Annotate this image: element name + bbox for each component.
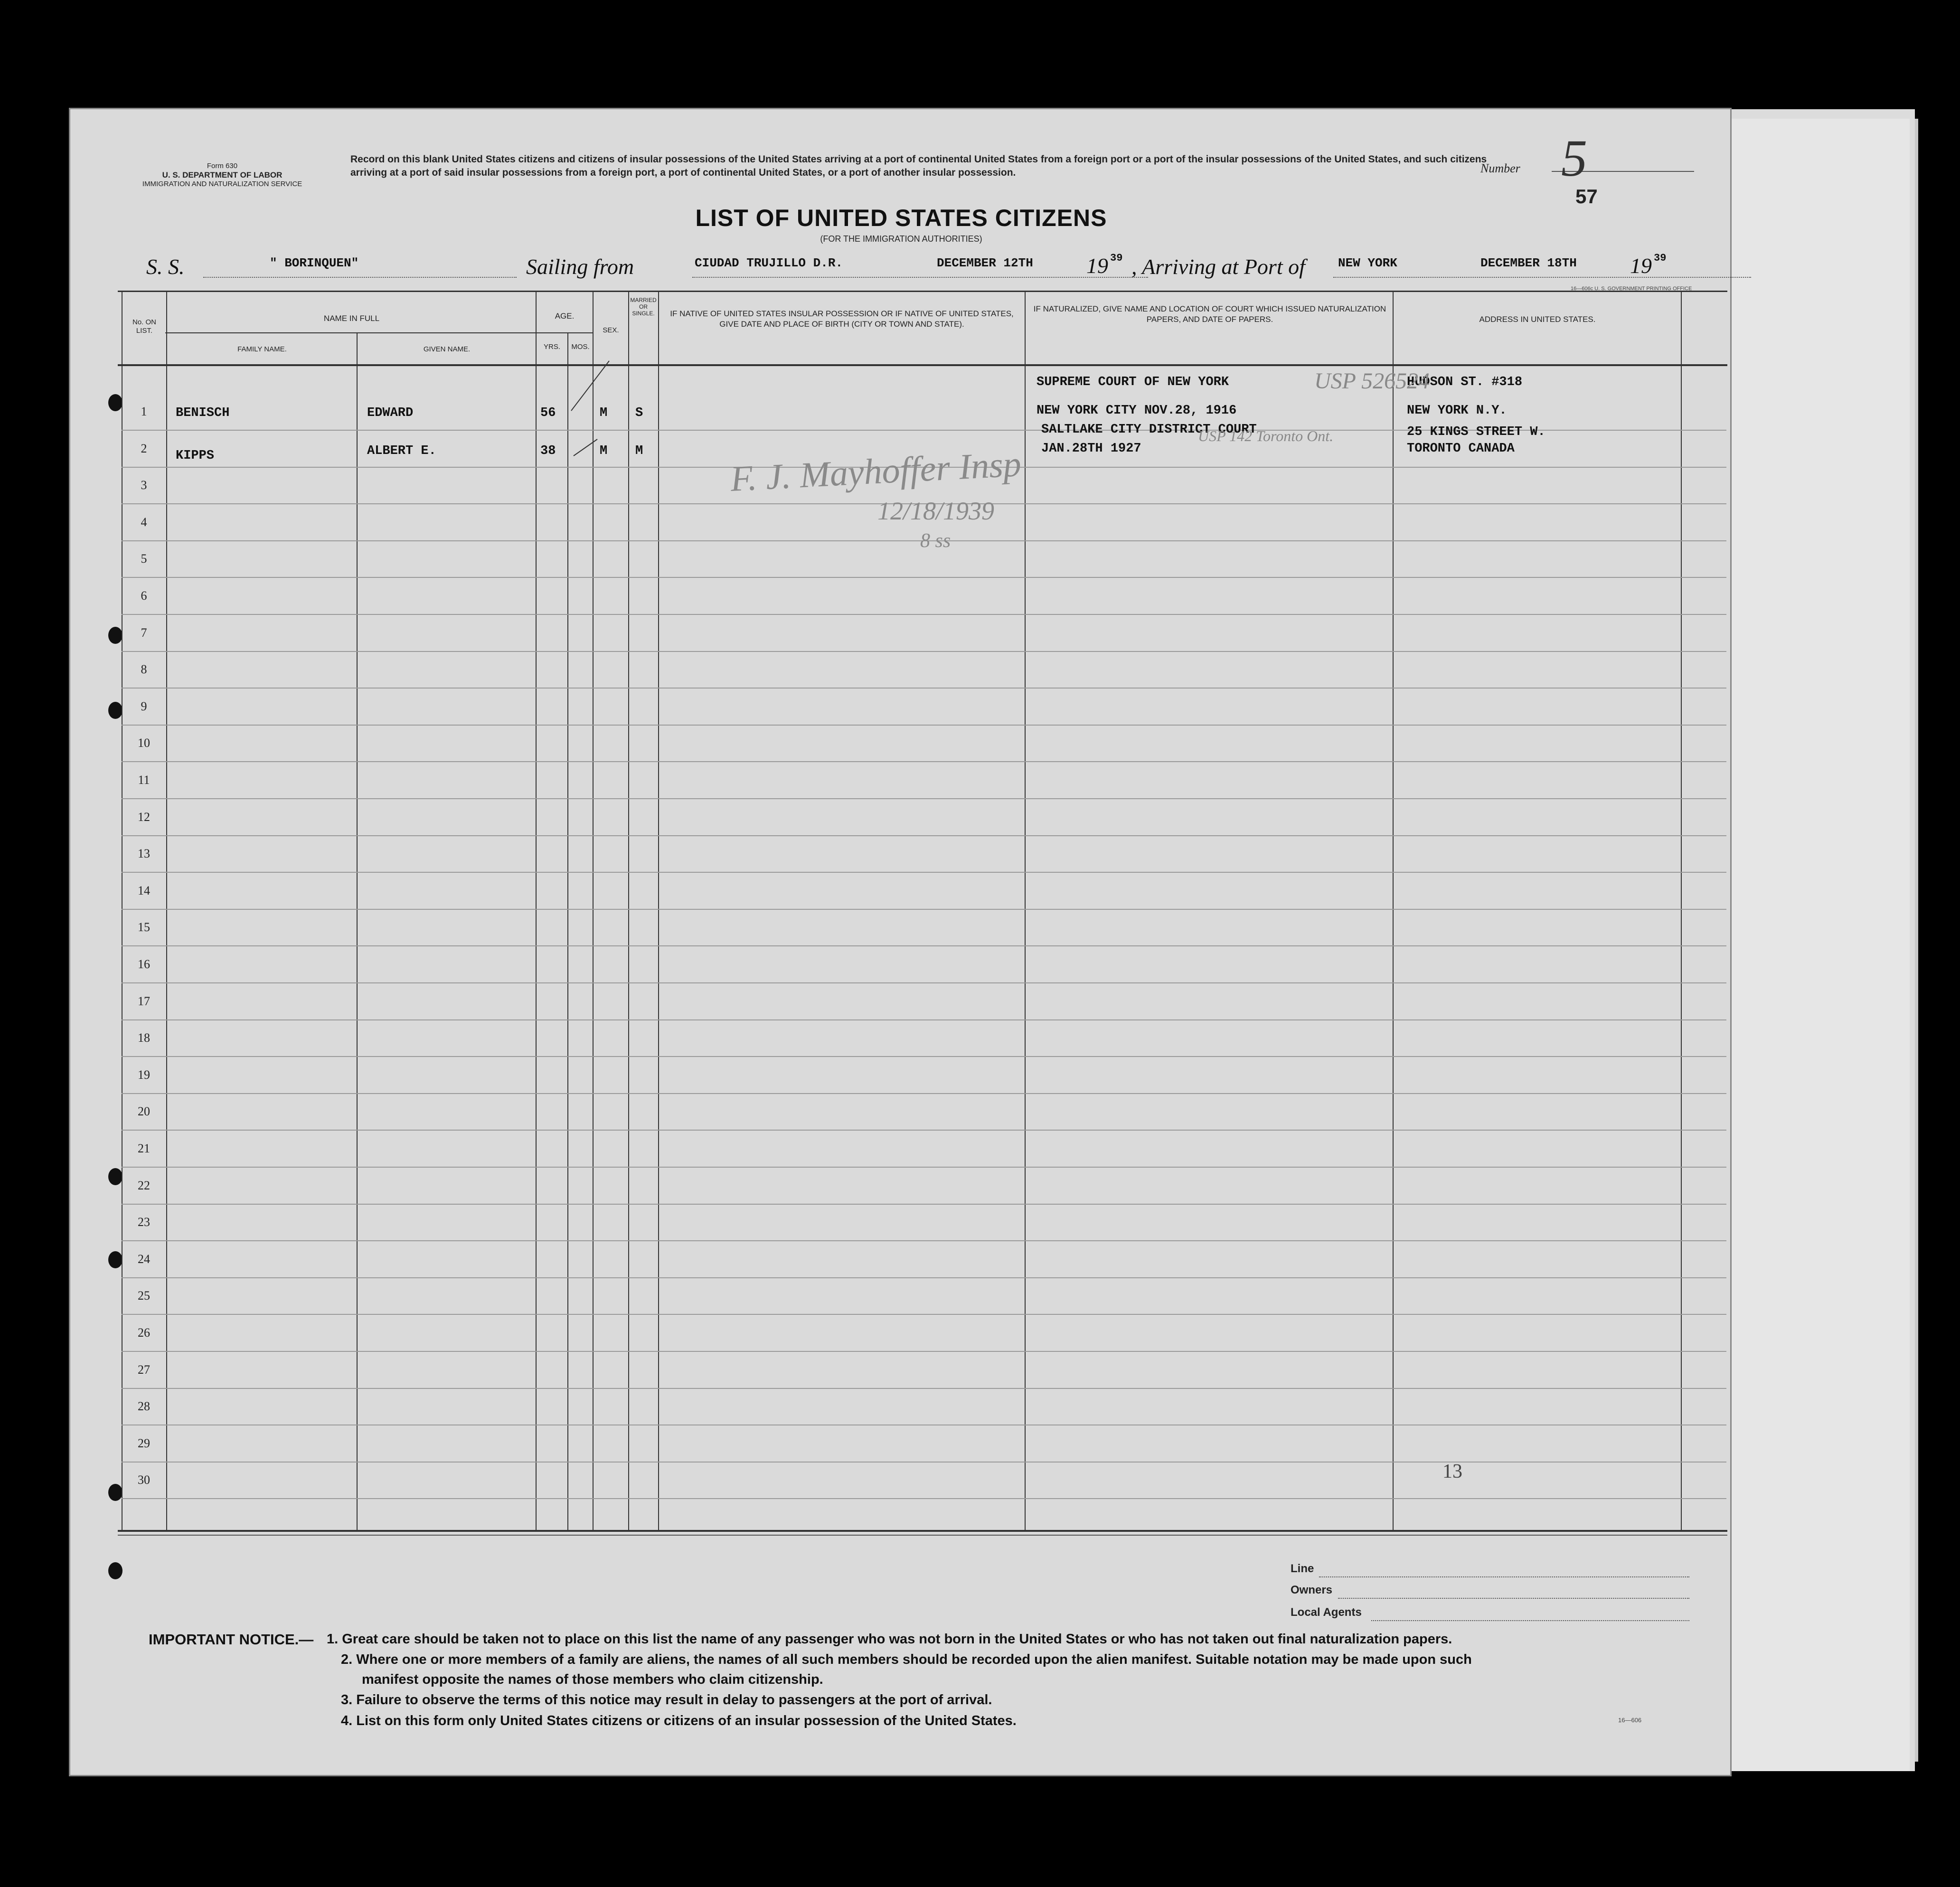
service-name: IMMIGRATION AND NATURALIZATION SERVICE [142,180,302,188]
punch-hole [108,1562,122,1579]
arrival-year-prefix: 19 [1630,254,1652,278]
row-rule [122,1167,1726,1168]
table-top-border [118,291,1727,292]
marital-status: S [635,406,643,420]
row-number: 9 [141,699,147,713]
row-rule [122,651,1726,652]
row-rule [122,982,1726,983]
col-line [567,332,568,1530]
table-bottom-border-2 [118,1535,1727,1536]
row-rule [122,1240,1726,1241]
row-rule [122,1314,1726,1315]
form-identifier [122,161,322,189]
header-married-single: MARRIED OR SINGLE. [630,297,657,317]
punch-hole [108,1251,122,1268]
inspector-signature: F. J. Mayhoffer Insp [729,444,1022,499]
row-number: 11 [138,773,150,787]
row-rule [122,1019,1726,1020]
col-line [166,291,167,1530]
header-no: No. ON LIST. [132,318,156,335]
manifest-sheet [70,109,1730,1775]
row-rule [122,1093,1726,1094]
ship-underline [203,277,517,278]
notice-title: IMPORTANT NOTICE.— [149,1631,314,1648]
row-rule [122,688,1726,689]
row-rule [122,835,1726,836]
arriving-label: , Arriving at Port of [1131,255,1305,279]
certificate-number-2: USP 142 Toronto Ont. [1198,427,1334,444]
number-label: Number [1480,161,1520,175]
col-line [658,291,659,1530]
line-label: Line [1291,1562,1314,1575]
row-number: 5 [141,552,147,566]
notice-2-continued: manifest opposite the names of those members who claim citizenship. [362,1672,823,1687]
header-address: ADDRESS IN UNITED STATES. [1479,315,1596,324]
row-rule [122,1351,1726,1352]
age-years: 38 [540,444,556,458]
col-line [1025,291,1026,1530]
header-native: IF NATIVE OF UNITED STATES INSULAR POSSESSION OR IF NATIVE OF UNITED STATES, GIVE DATE AND PLACE OF BIRTH (CITY OR TOWN AND STATE). [670,309,1014,329]
printing-office-note: 16—606c U. S. GOVERNMENT PRINTING OFFICE [1571,286,1692,292]
col-line [536,291,537,1530]
ship-name: " BORINQUEN" [270,256,359,270]
header-mos: MOS. [571,343,590,351]
voyage-line [146,254,1713,283]
row-rule [122,1388,1726,1389]
row-number: 10 [138,736,150,750]
naturalization-place-date: NEW YORK CITY NOV.28, 1916 [1037,404,1237,418]
punch-hole [108,394,122,411]
row-number: 1 [141,405,147,418]
row-rule [122,1277,1726,1278]
arrival-underline [1333,277,1751,278]
form-code: 16—606 [1618,1717,1642,1724]
address-line-2: NEW YORK N.Y. [1407,404,1507,418]
row-number: 18 [138,1031,150,1045]
inspector-note: 8 ss [920,530,951,552]
row-number: 13 [138,847,150,861]
notice-3: 3. Failure to observe the terms of this notice may result in delay to passengers at the port of arrival. [341,1692,992,1708]
page-subtitle: (FOR THE IMMIGRATION AUTHORITIES) [820,234,982,244]
certificate-number-1: USP 526524 [1314,368,1430,394]
row-rule [122,909,1726,910]
page-number: 57 [1575,185,1598,208]
sailing-label: Sailing from [526,255,634,279]
row-number: 12 [138,810,150,824]
header-family-name: FAMILY NAME. [237,345,287,353]
row-number: 7 [141,625,147,640]
arrival-date: DECEMBER 18TH [1480,256,1577,270]
inspection-date: 12/18/1939 [877,497,995,525]
punch-hole [108,702,122,719]
header-naturalized: IF NATURALIZED, GIVE NAME AND LOCATION OF COURT WHICH ISSUED NATURALIZATION PAPERS, AND DATE OF PAPERS. [1033,304,1386,324]
naturalization-court: SALTLAKE CITY DISTRICT COURT [1041,423,1257,437]
row-number: 26 [138,1326,150,1340]
header-sex: SEX. [603,326,619,334]
row-number: 25 [138,1289,150,1303]
row-rule [122,872,1726,873]
tally-count: 13 [1442,1461,1462,1482]
row-rule [122,614,1726,615]
arrival-year: 39 [1654,252,1667,264]
punch-hole [108,1168,122,1185]
naturalization-court: SUPREME COURT OF NEW YORK [1037,375,1229,389]
row-number: 15 [138,920,150,934]
row-number: 19 [138,1067,150,1082]
row-number: 22 [138,1178,150,1192]
row-number: 4 [141,515,147,529]
sex: M [600,444,608,458]
owners-underline [1338,1598,1689,1599]
address-line-2: TORONTO CANADA [1407,442,1515,456]
punch-hole [108,627,122,644]
header-given-name: GIVEN NAME. [423,345,471,353]
page-title: LIST OF UNITED STATES CITIZENS [695,205,1107,231]
row-rule [122,798,1726,799]
family-name: KIPPS [176,449,215,463]
row-rule [122,1130,1726,1131]
sailing-underline [692,277,1148,278]
record-instructions: Record on this blank United States citizens and citizens of insular possessions of the United States arriving at a port of continental United States from a foreign port or a port of the insular possessions of the United States, and such citizens arriving at a port of said insular possessions from a foreign port, a port of continental United States, or a port of another insular possession. [350,154,1487,178]
row-number: 3 [141,478,147,492]
row-number: 6 [141,589,147,603]
naturalization-date: JAN.28TH 1927 [1041,442,1141,456]
row-number: 28 [138,1399,150,1414]
header-age: AGE. [555,311,575,321]
address-line-1: 25 KINGS STREET W. [1407,425,1545,439]
marital-status: M [635,444,643,458]
line-underline [1319,1576,1689,1577]
row-number: 8 [141,662,147,677]
row-number: 30 [138,1473,150,1487]
header-yrs: YRS. [543,343,560,351]
row-number: 29 [138,1436,150,1450]
row-rule [122,945,1726,946]
row-number: 16 [138,957,150,971]
sex: M [600,406,608,420]
row-number: 20 [138,1104,150,1119]
row-rule [122,725,1726,726]
notice-2: 2. Where one or more members of a family are aliens, the names of all such members should be recorded upon the alien manifest. Suitable notation may be made upon such [341,1652,1472,1667]
row-number: 21 [138,1142,150,1155]
ss-label: S. S. [146,255,185,279]
given-name: EDWARD [367,406,414,420]
age-header-divider [536,332,593,333]
sailing-year-prefix: 19 [1086,254,1108,278]
col-line [1393,291,1394,1530]
row-number: 23 [138,1215,150,1229]
header-name-in-full: NAME IN FULL [323,314,380,323]
header-bottom-border [118,364,1727,366]
col-line [628,291,629,1530]
family-name: BENISCH [176,406,230,420]
department-name: U. S. DEPARTMENT OF LABOR [162,170,283,179]
col-line [1681,291,1682,1530]
row-number: 27 [138,1362,150,1377]
row-number: 2 [141,441,147,455]
col-line [357,332,358,1530]
arrival-port: NEW YORK [1338,256,1397,270]
row-rule [122,761,1726,762]
age-years: 56 [540,406,556,420]
row-number: 14 [138,883,150,897]
paper-stack-middle [1728,119,1910,1771]
sailing-port: CIUDAD TRUJILLO D.R. [695,256,843,270]
local-agents-underline [1371,1620,1689,1621]
pencil-marks [564,356,616,461]
table-bottom-border [118,1530,1727,1532]
owners-label: Owners [1291,1584,1333,1596]
sailing-date: DECEMBER 12TH [937,256,1033,270]
notice-1: 1. Great care should be taken not to place on this list the name of any passenger who was not born in the United States or who has not taken out final naturalization papers. [327,1632,1452,1647]
form-number: Form 630 [207,162,238,170]
row-number: 17 [138,994,150,1008]
col-line [593,291,594,1530]
local-agents-label: Local Agents [1291,1606,1362,1619]
row-rule [122,577,1726,578]
row-rule [122,1056,1726,1057]
row-rule [122,1498,1726,1499]
sailing-year: 39 [1110,252,1123,264]
list-number: 5 [1561,129,1587,187]
row-number: 24 [138,1252,150,1266]
given-name: ALBERT E. [367,444,436,458]
row-rule [122,1204,1726,1205]
notice-4: 4. List on this form only United States citizens or citizens of an insular possession of the United States. [341,1713,1017,1728]
name-header-divider [165,332,574,333]
punch-hole [108,1484,122,1501]
address-line-1: HUDSON ST. #318 [1407,375,1523,389]
